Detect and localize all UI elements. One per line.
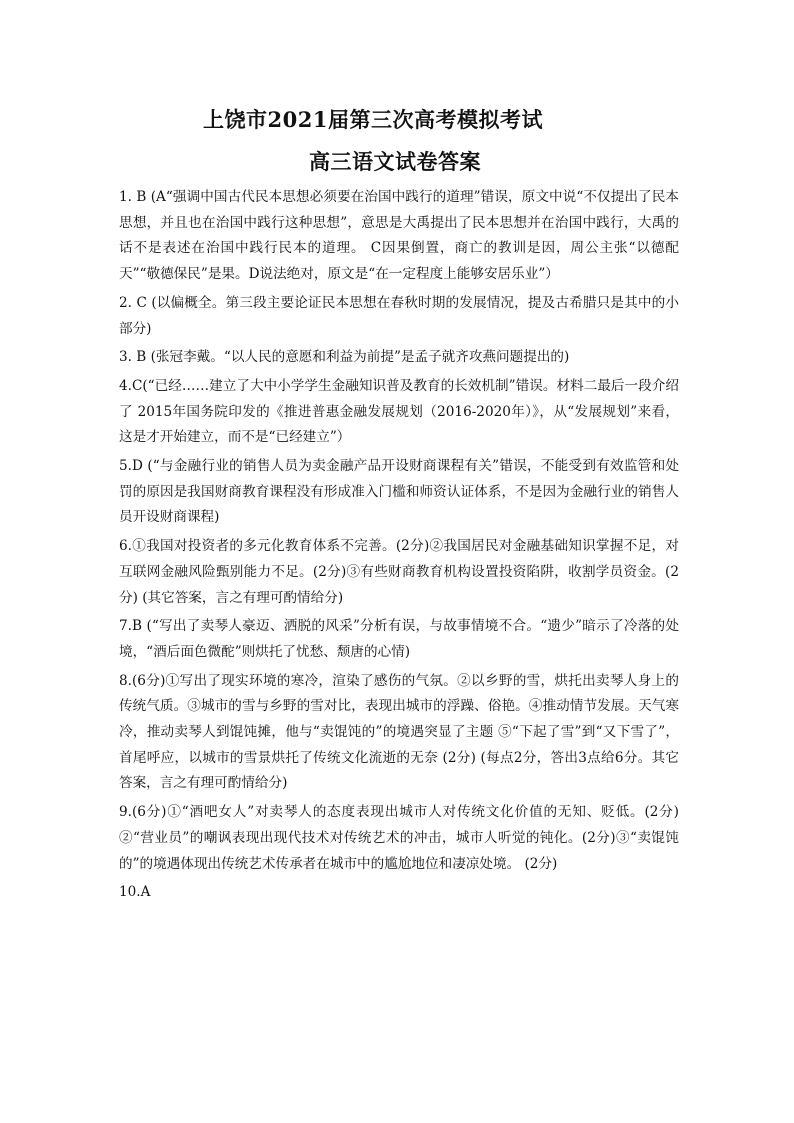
exam-title: 上饶市2021届第三次高考模拟考试 (203, 107, 543, 132)
answer-item-2: 2. C (以偏概全。第三段主要论证民本思想在春秋时期的发展情况，提及古希腊只是其中的小部分) (119, 294, 679, 337)
answer-item-7: 7.B (“写出了卖琴人豪迈、洒脱的风采”分析有误，与故事情境不合。“遗少”暗示了冷落的处境，“酒后面色微酡”则烘托了忧愁、颓唐的心情) (119, 618, 679, 660)
answer-key-subtitle: 高三语文试卷答案 (309, 149, 481, 174)
answer-item-3: 3. B (张冠李戴。“以人民的意愿和利益为前提”是孟子就齐攻燕问题提出的) (119, 349, 570, 366)
answer-item-6: 6.①我国对投资者的多元化教育体系不完善。(2分)②我国居民对金融基础知识掌握不足，对互联网金融风险甄别能力不足。(2分)③有些财商教育机构设置投资陷阱，收割学员资金。(2分) (其它答案，言之有理可酌情给分) (119, 538, 679, 606)
answer-item-1: 1. B (A“强调中国古代民本思想必须要在治国中践行的道理”错误，原文中说“不仅提出了民本思想，并且也在治国中践行这种思想”，意思是大禹提出了民本思想并在治国中践行，大禹的话不是表述在治国中践行民本的道理。 C因果倒置，商亡的教训是因，周公主张“以德配天”“敬德保民”是果。D说法绝对，原文是“在一定程度上能够安居乐业”） (119, 189, 679, 283)
answer-item-10: 10.A (119, 884, 151, 901)
answer-item-9: 9.(6分)①“酒吧女人”对卖琴人的态度表现出城市人对传统文化价值的无知、贬低。(2分)②“营业员”的嘲讽表现出现代技术对传统艺术的冲击，城市人听觉的钝化。(2分)③“卖馄饨的”的境遇体现出传统艺术传承者在城市中的尴尬地位和凄凉处境。 (2分) (119, 804, 679, 872)
answer-list (119, 185, 679, 909)
answer-item-4: 4.C(“已经……建立了大中小学学生金融知识普及教育的长效机制”错误。材料二最后一段介绍了 2015年国务院印发的《推进普惠金融发展规划（2016-2020年）》，从“发展规划”来看，这是才开始建立，而不是“已经建立”） (119, 377, 679, 446)
answer-item-8: 8.(6分)①写出了现实环境的寒冷，渲染了感伤的气氛。②以乡野的雪，烘托出卖琴人身上的传统气质。③城市的雪与乡野的雪对比，表现出城市的浮躁、俗艳。④推动情节发展。天气寒冷，推动卖琴人到馄饨摊，他与“卖馄饨的”的境遇突显了主题 ⑤“下起了雪”到“又下雪了”，首尾呼应，以城市的雪景烘托了传统文化流逝的无奈 (2分) (每点2分，答出3点给6分。其它答案，言之有理可酌情给分) (119, 672, 679, 792)
answer-item-5: 5.D (“与金融行业的销售人员为卖金融产品开设财商课程有关”错误，不能受到有效监管和处罚的原因是我国财商教育课程没有形成准入门槛和师资认证体系，不是因为金融行业的销售人员开设财商课程) (119, 458, 679, 526)
